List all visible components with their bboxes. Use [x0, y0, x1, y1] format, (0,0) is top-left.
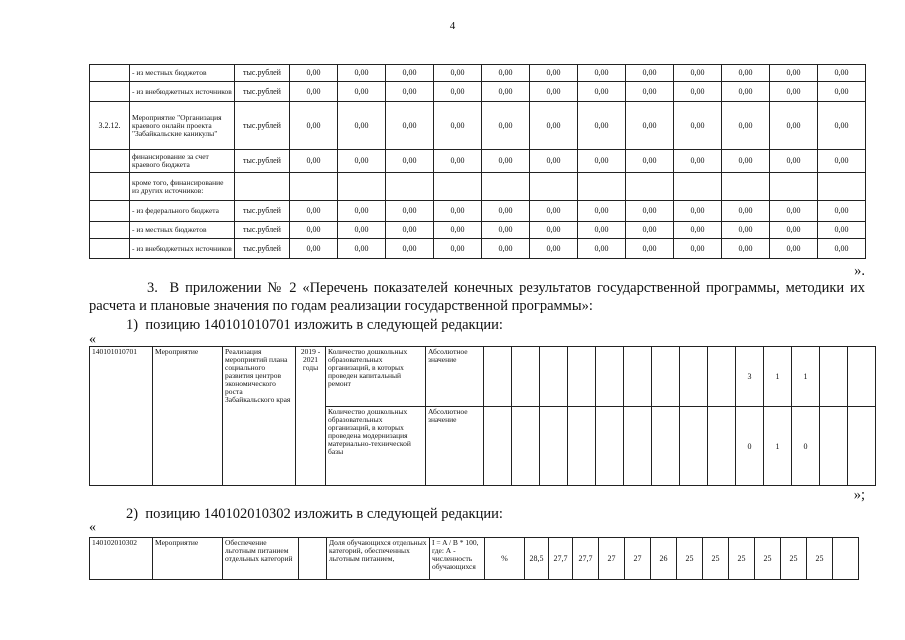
t2-r1-v8 [680, 347, 708, 407]
row-value [434, 173, 482, 201]
t3-v7: 25 [677, 538, 703, 580]
row-code [90, 201, 130, 222]
row-unit: тыс.рублей [235, 201, 290, 222]
t2-r1-v2 [512, 347, 540, 407]
row-value: 0,00 [338, 201, 386, 222]
row-value: 0,00 [482, 150, 530, 173]
row-value: 0,00 [290, 239, 338, 259]
t3-v10: 25 [755, 538, 781, 580]
t3-name: Обеспечение льготным питанием отдельных категорий [223, 538, 299, 580]
row-value: 0,00 [722, 65, 770, 82]
row-name: - из внебюджетных источников [130, 239, 235, 259]
row-value: 0,00 [434, 201, 482, 222]
t2-r2-v6 [624, 407, 652, 486]
t2-years: 2019 - 2021 годы [296, 347, 326, 486]
t3-v1: 28,5 [525, 538, 549, 580]
row-value: 0,00 [482, 102, 530, 150]
row-value [290, 173, 338, 201]
t2-unit-2: Абсолютное значение [426, 407, 484, 486]
row-value [386, 173, 434, 201]
row-name: финансирование за счет краевого бюджета [130, 150, 235, 173]
t2-name: Реализация мероприятий плана социального развития центров экономического роста Забайкальского края [223, 347, 296, 486]
row-unit: тыс.рублей [235, 82, 290, 102]
item-1-heading: 1) позицию 140101010701 изложить в следующей редакции: [126, 317, 503, 333]
row-unit: тыс.рублей [235, 222, 290, 239]
row-value: 0,00 [290, 102, 338, 150]
row-value: 0,00 [818, 82, 866, 102]
row-unit [235, 173, 290, 201]
row-value: 0,00 [386, 82, 434, 102]
row-name: кроме того, финансирование из других источников: [130, 173, 235, 201]
row-name: - из внебюджетных источников [130, 82, 235, 102]
funding-row [90, 65, 866, 82]
t2-r1-v4 [568, 347, 596, 407]
t3-v6: 26 [651, 538, 677, 580]
t3-v11: 25 [781, 538, 807, 580]
funding-row [90, 102, 866, 150]
row-value [674, 173, 722, 201]
row-value: 0,00 [626, 201, 674, 222]
row-value: 0,00 [770, 102, 818, 150]
row-value: 0,00 [578, 65, 626, 82]
row-code [90, 173, 130, 201]
t2-r2-v8 [680, 407, 708, 486]
row-value [482, 173, 530, 201]
t2-r2-v2 [512, 407, 540, 486]
closing-quote-1: ». [854, 263, 865, 279]
row-value: 0,00 [722, 222, 770, 239]
row-value: 0,00 [722, 239, 770, 259]
row-value: 0,00 [482, 201, 530, 222]
t2-indicator-1: Количество дошкольных образовательных организаций, в которых проведен капитальный ремонт [326, 347, 426, 407]
row-value: 0,00 [338, 82, 386, 102]
row-value: 0,00 [722, 150, 770, 173]
row-code [90, 239, 130, 259]
row-value: 0,00 [578, 82, 626, 102]
row-value: 0,00 [818, 150, 866, 173]
row-value: 0,00 [626, 239, 674, 259]
row-value: 0,00 [386, 201, 434, 222]
row-name: - из федерального бюджета [130, 201, 235, 222]
funding-table [89, 64, 866, 259]
row-value: 0,00 [626, 150, 674, 173]
row-value: 0,00 [290, 65, 338, 82]
row-value: 0,00 [386, 222, 434, 239]
closing-quote-2: »; [853, 487, 865, 503]
row-value [338, 173, 386, 201]
row-value: 0,00 [338, 222, 386, 239]
t2-r1-v13 [820, 347, 848, 407]
row-value [578, 173, 626, 201]
row-value: 0,00 [770, 222, 818, 239]
row-value: 0,00 [626, 82, 674, 102]
row-value: 0,00 [578, 222, 626, 239]
row-value: 0,00 [674, 65, 722, 82]
row-value [722, 173, 770, 201]
row-value: 0,00 [290, 201, 338, 222]
row-value: 0,00 [386, 102, 434, 150]
row-value [770, 173, 818, 201]
t2-r2-v13 [820, 407, 848, 486]
row-value: 0,00 [386, 65, 434, 82]
row-value: 0,00 [530, 102, 578, 150]
row-value: 0,00 [770, 150, 818, 173]
row-value: 0,00 [530, 150, 578, 173]
t3-v3: 27,7 [573, 538, 599, 580]
row-value: 0,00 [626, 65, 674, 82]
row-value: 0,00 [818, 65, 866, 82]
t3-v13 [833, 538, 859, 580]
row-value: 0,00 [338, 150, 386, 173]
funding-row [90, 173, 866, 201]
row-value: 0,00 [434, 150, 482, 173]
row-value: 0,00 [530, 65, 578, 82]
row-value: 0,00 [770, 239, 818, 259]
row-value: 0,00 [722, 102, 770, 150]
funding-row [90, 239, 866, 259]
row-value: 0,00 [530, 82, 578, 102]
t2-r1-v12: 1 [792, 347, 820, 407]
t2-r1-v3 [540, 347, 568, 407]
row-unit: тыс.рублей [235, 150, 290, 173]
item-2-heading: 2) позицию 140102010302 изложить в следующей редакции: [126, 506, 503, 522]
row-value: 0,00 [434, 65, 482, 82]
row-value: 0,00 [482, 222, 530, 239]
row-value: 0,00 [818, 222, 866, 239]
row-value: 0,00 [338, 102, 386, 150]
row-name: - из местных бюджетов [130, 65, 235, 82]
t3-years [299, 538, 327, 580]
paragraph-3: 3. В приложении № 2 «Перечень показателей конечных результатов государственной программы, методики их расчета и плановые значения по годам реализации государственной программы»: [89, 280, 865, 314]
row-value: 0,00 [578, 239, 626, 259]
t2-r2-v3 [540, 407, 568, 486]
page-number: 4 [449, 20, 456, 32]
row-value: 0,00 [290, 82, 338, 102]
row-value [626, 173, 674, 201]
t3-v12: 25 [807, 538, 833, 580]
row-name: Мероприятие "Организация краевого онлайн проекта "Забайкальские каникулы" [130, 102, 235, 150]
row-value: 0,00 [674, 201, 722, 222]
row-unit: тыс.рублей [235, 239, 290, 259]
t2-code: 140101010701 [90, 347, 153, 486]
row-value: 0,00 [770, 201, 818, 222]
t2-r2-v14 [848, 407, 876, 486]
t2-r2-v1 [484, 407, 512, 486]
row-value: 0,00 [290, 222, 338, 239]
indicator-table-140102010302 [89, 537, 859, 580]
t2-type: Мероприятие [153, 347, 223, 486]
row-value: 0,00 [530, 201, 578, 222]
row-value: 0,00 [434, 239, 482, 259]
row-value: 0,00 [626, 222, 674, 239]
row-value: 0,00 [626, 102, 674, 150]
row-value: 0,00 [386, 150, 434, 173]
t2-r1-v9 [708, 347, 736, 407]
t2-indicator-2: Количество дошкольных образовательных организаций, в которых проведена модернизация материально-технической базы [326, 407, 426, 486]
row-code [90, 65, 130, 82]
t2-r1-v5 [596, 347, 624, 407]
row-value: 0,00 [722, 82, 770, 102]
funding-row [90, 201, 866, 222]
row-value: 0,00 [818, 102, 866, 150]
row-value: 0,00 [338, 65, 386, 82]
row-value: 0,00 [674, 82, 722, 102]
t3-v4: 27 [599, 538, 625, 580]
t2-r2-v9 [708, 407, 736, 486]
row-code [90, 82, 130, 102]
row-value: 0,00 [674, 222, 722, 239]
funding-row [90, 222, 866, 239]
row-value: 0,00 [434, 102, 482, 150]
row-code: 3.2.12. [90, 102, 130, 150]
row-unit: тыс.рублей [235, 65, 290, 82]
row-value: 0,00 [674, 102, 722, 150]
row-value: 0,00 [530, 239, 578, 259]
row-value: 0,00 [674, 150, 722, 173]
row-value: 0,00 [482, 65, 530, 82]
row-name: - из местных бюджетов [130, 222, 235, 239]
row-value: 0,00 [578, 150, 626, 173]
row-value [818, 173, 866, 201]
row-value: 0,00 [434, 82, 482, 102]
t2-r2-v4 [568, 407, 596, 486]
row-value: 0,00 [818, 239, 866, 259]
row-value: 0,00 [434, 222, 482, 239]
t3-v2: 27,7 [549, 538, 573, 580]
t2-r2-v12: 0 [792, 407, 820, 486]
row-value: 0,00 [578, 102, 626, 150]
row-value: 0,00 [674, 239, 722, 259]
opening-quote-1: « [89, 332, 96, 347]
row-value: 0,00 [770, 82, 818, 102]
t2-r1-v10: 3 [736, 347, 764, 407]
t2-r2-v5 [596, 407, 624, 486]
t2-r2-v7 [652, 407, 680, 486]
opening-quote-2: « [89, 520, 96, 535]
funding-row [90, 82, 866, 102]
row-value: 0,00 [386, 239, 434, 259]
row-code [90, 222, 130, 239]
t2-r1-v6 [624, 347, 652, 407]
funding-row [90, 150, 866, 173]
t3-indicator: Доля обучающихся отдельных категорий, обеспеченных льготным питанием, [327, 538, 430, 580]
row-value: 0,00 [722, 201, 770, 222]
indicator-table-140101010701 [89, 346, 876, 486]
row-unit: тыс.рублей [235, 102, 290, 150]
row-value: 0,00 [482, 82, 530, 102]
t3-type: Мероприятие [153, 538, 223, 580]
row-value: 0,00 [770, 65, 818, 82]
row-value: 0,00 [482, 239, 530, 259]
row-value: 0,00 [578, 201, 626, 222]
t2-r1-v1 [484, 347, 512, 407]
row-value: 0,00 [338, 239, 386, 259]
t2-r1-v7 [652, 347, 680, 407]
t3-unit: % [485, 538, 525, 580]
t3-v9: 25 [729, 538, 755, 580]
t3-v8: 25 [703, 538, 729, 580]
row-value: 0,00 [530, 222, 578, 239]
row-value: 0,00 [290, 150, 338, 173]
t3-formula: I = A / B * 100, где: А - численность обучающихся [430, 538, 485, 580]
t2-r1-v14 [848, 347, 876, 407]
t3-code: 140102010302 [90, 538, 153, 580]
t2-unit-1: Абсолютное значение [426, 347, 484, 407]
t2-r2-v10: 0 [736, 407, 764, 486]
row-code [90, 150, 130, 173]
t2-r2-v11: 1 [764, 407, 792, 486]
t3-v5: 27 [625, 538, 651, 580]
row-value: 0,00 [818, 201, 866, 222]
t2-r1-v11: 1 [764, 347, 792, 407]
row-value [530, 173, 578, 201]
